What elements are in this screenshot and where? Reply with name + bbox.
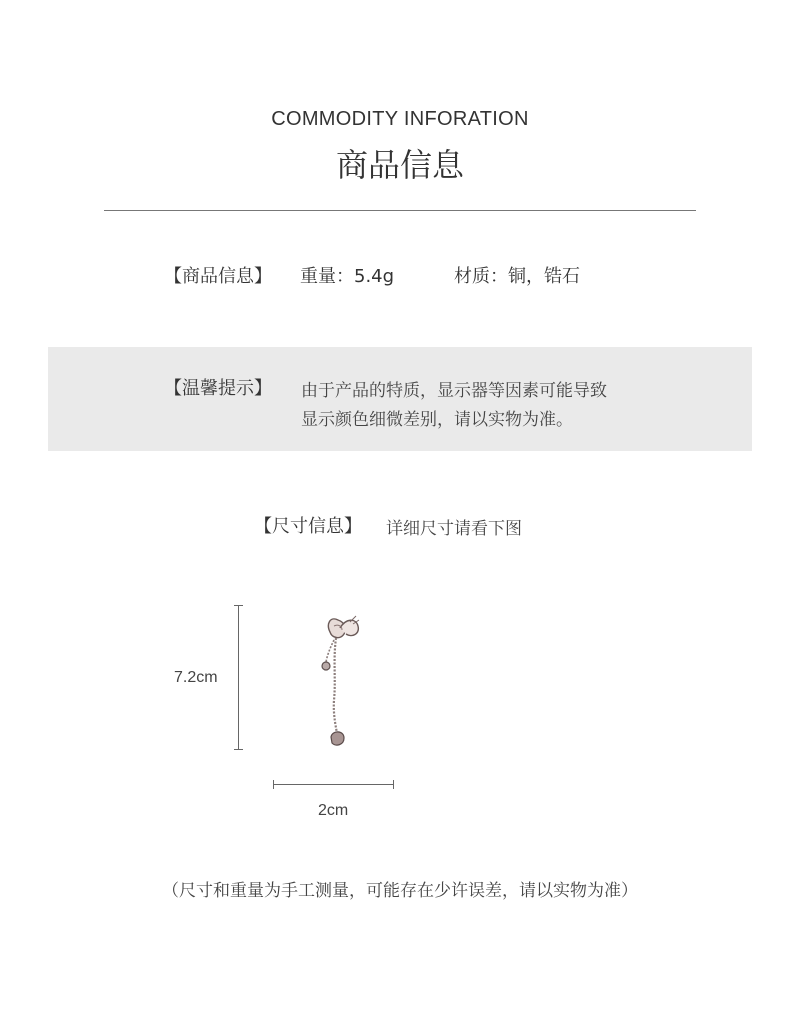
- material-value: 材质：铜，锆石: [454, 266, 580, 287]
- tips-line-1: 由于产品的特质，显示器等因素可能导致: [301, 381, 607, 401]
- size-info-text: 详细尺寸请看下图: [386, 519, 522, 539]
- header-divider: [104, 210, 696, 211]
- weight-value: 重量：5.4g: [300, 266, 395, 287]
- width-guide-cap-right: [393, 780, 394, 789]
- title-english: COMMODITY INFORATION: [271, 108, 529, 130]
- tips-label: 【温馨提示】: [164, 378, 272, 399]
- earring-bead-small: [322, 662, 330, 670]
- tips-line-2: 显示颜色细微差别，请以实物为准。: [301, 410, 573, 430]
- title-chinese: 商品信息: [335, 146, 464, 184]
- earring-bead-drop: [331, 732, 344, 745]
- earring-illustration: [300, 600, 390, 760]
- width-label: 2cm: [318, 802, 349, 819]
- height-guide-line: [238, 605, 239, 750]
- earring-chain-long: [334, 638, 338, 738]
- height-guide-cap-top: [234, 605, 243, 606]
- earring-chain-short: [326, 640, 334, 662]
- size-info-label: 【尺寸信息】: [254, 516, 362, 537]
- width-guide-line: [274, 784, 394, 785]
- height-guide-cap-bottom: [234, 749, 243, 750]
- measurement-footnote: （尺寸和重量为手工测量，可能存在少许误差，请以实物为准）: [162, 881, 638, 901]
- earring-bow-icon: [328, 616, 359, 638]
- height-label: 7.2cm: [174, 669, 218, 686]
- width-guide-cap-left: [273, 780, 274, 789]
- product-info-label: 【商品信息】: [164, 266, 272, 287]
